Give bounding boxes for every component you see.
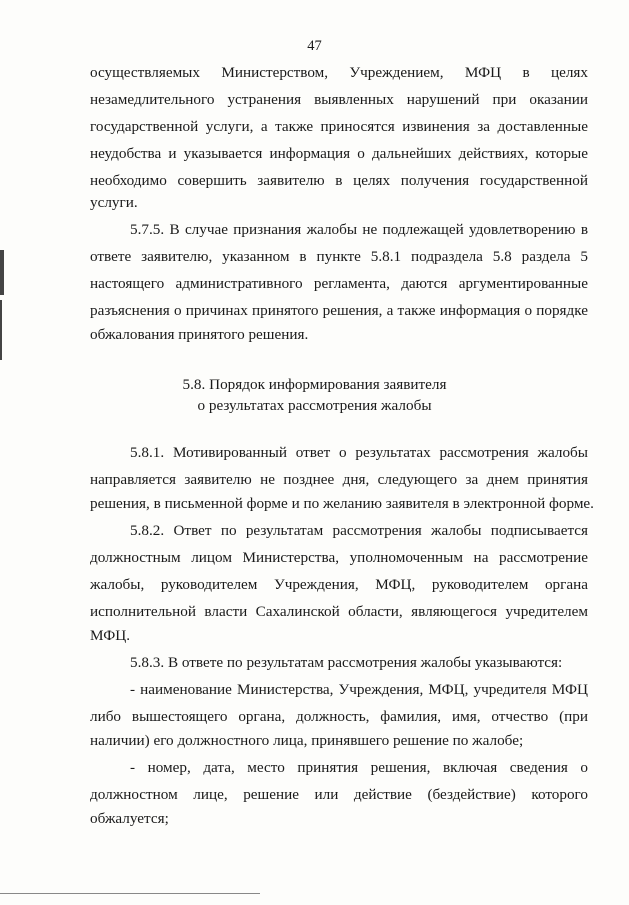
section-heading: 5.8. Порядок информирования заявителя xyxy=(182,376,447,393)
text-line: 5.8.3. В ответе по результатам рассмотрения жалобы указываются: xyxy=(130,654,563,671)
text-line: наличии) его должностного лица, принявшего решение по жалобе; xyxy=(90,732,524,749)
text-line: должностным лицом Министерства, уполномоченным на рассмотрение xyxy=(90,549,588,566)
page-number: 47 xyxy=(307,38,322,54)
text-line: должностном лице, решение или действие (бездействие) которого xyxy=(90,786,588,803)
text-line: МФЦ. xyxy=(90,627,131,644)
text-line: решения, в письменной форме и по желанию заявителя в электронной форме. xyxy=(90,495,594,512)
text-line: неудобства и указывается информация о дальнейших действиях, которые xyxy=(90,145,588,162)
text-line: необходимо совершить заявителю в целях получения государственной xyxy=(90,172,588,189)
scan-bottom-rule xyxy=(0,893,260,894)
text-line: либо вышестоящего органа, должность, фамилия, имя, отчество (при xyxy=(90,708,588,725)
text-line: настоящего административного регламента, даются аргументированные xyxy=(90,275,588,292)
text-line: жалобы, руководителем Учреждения, МФЦ, руководителем органа xyxy=(90,576,588,593)
text-line: государственной услуги, а также приносятся извинения за доставленные xyxy=(90,118,588,135)
text-line: исполнительной власти Сахалинской области, являющегося учредителем xyxy=(90,603,588,620)
section-heading: о результатах рассмотрения жалобы xyxy=(197,397,432,414)
text-line: незамедлительного устранения выявленных нарушений при оказании xyxy=(90,91,588,108)
scan-edge-mark xyxy=(0,300,2,360)
text-line: 5.7.5. В случае признания жалобы не подлежащей удовлетворению в xyxy=(130,221,588,238)
text-line: 5.8.1. Мотивированный ответ о результатах рассмотрения жалобы xyxy=(130,444,588,461)
text-line: обжалования принятого решения. xyxy=(90,326,309,343)
text-line: услуги. xyxy=(90,194,138,211)
scan-edge-mark xyxy=(0,250,4,295)
text-line: ответе заявителю, указанном в пункте 5.8.1 подраздела 5.8 раздела 5 xyxy=(90,248,588,265)
text-line: осуществляемых Министерством, Учреждением, МФЦ в целях xyxy=(90,64,588,81)
text-line: разъяснения о причинах принятого решения, а также информация о порядке xyxy=(90,302,588,319)
text-line: 5.8.2. Ответ по результатам рассмотрения жалобы подписывается xyxy=(130,522,588,539)
text-line: направляется заявителю не позднее дня, следующего за днем принятия xyxy=(90,471,588,488)
text-line: - номер, дата, место принятия решения, включая сведения о xyxy=(130,759,588,776)
text-line: обжалуется; xyxy=(90,810,169,827)
text-line: - наименование Министерства, Учреждения, МФЦ, учредителя МФЦ xyxy=(130,681,588,698)
